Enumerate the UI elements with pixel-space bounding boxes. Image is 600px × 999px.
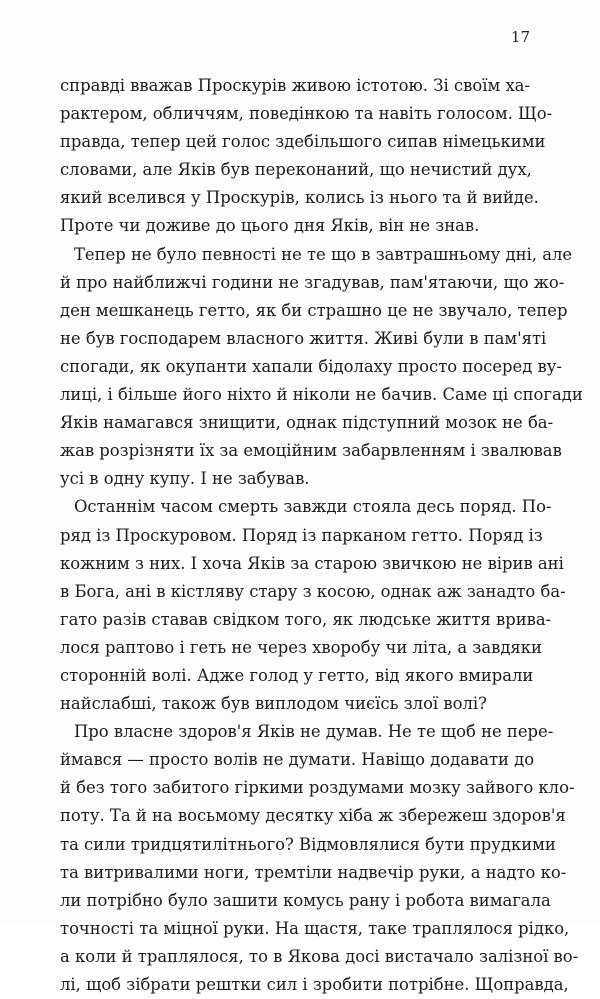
- text-line: ли потрібно було зашити комусь рану і робота вимагала: [60, 890, 551, 910]
- text-line: ряд із Проскуровом. Поряд із парканом гетто. Поряд із: [60, 525, 543, 545]
- text-line: й без того забитого гіркими роздумами мозку зайвого кло-: [60, 778, 575, 798]
- text-line: не був господарем власного життя. Живі були в пам'яті: [60, 328, 547, 348]
- page-number: 17: [510, 28, 530, 46]
- text-line: й про найближчі години не згадував, пам'ятаючи, що жо-: [60, 272, 565, 292]
- text-line: Останнім часом смерть завжди стояла десь поряд. По-: [74, 497, 552, 517]
- text-line: гато разів ставав свідком того, як людське життя врива-: [60, 609, 552, 629]
- text-line: сторонній волі. Адже голод у гетто, від якого вмирали: [60, 665, 534, 685]
- text-line: поту. Та й на восьмому десятку хіба ж збережеш здоров'я: [60, 806, 566, 826]
- text-line: Про власне здоров'я Яків не думав. Не те щоб не пере-: [74, 722, 554, 742]
- text-line: рактером, обличчям, поведінкою та навіть голосом. Що-: [60, 104, 553, 124]
- text-line: жав розрізняти їх за емоційним забарвленням і звалював: [60, 441, 562, 461]
- text-line: ймався — просто волів не думати. Навіщо додавати до: [60, 750, 535, 770]
- text-line: лі, щоб зібрати рештки сил і зробити потрібне. Щоправда,: [60, 975, 569, 994]
- paragraph: [60, 72, 553, 241]
- paragraph: [60, 718, 579, 999]
- paragraph: [60, 493, 566, 718]
- body-text: [60, 72, 583, 999]
- text-line: спогади, як окупанти хапали бідолаху просто посеред ву-: [60, 356, 562, 376]
- text-line: ден мешканець гетто, як би страшно це не звучало, тепер: [60, 300, 568, 320]
- paragraph: [60, 241, 583, 494]
- text-line: справді вважав Проскурів живою істотою. Зі своїм ха-: [60, 76, 530, 95]
- text-line: правда, тепер цей голос здебільшого сипав німецькими: [60, 132, 546, 152]
- text-line: та витривалими ноги, тремтіли надвечір руки, а надто ко-: [60, 862, 567, 882]
- text-line: найслабші, також був виплодом чиєїсь злої волі?: [60, 694, 487, 714]
- text-line: в Бога, ані в кістляву стару з косою, однак аж занадто ба-: [60, 581, 566, 601]
- text-line: Яків намагався знищити, однак підступний мозок не ба-: [60, 413, 554, 433]
- text-line: лиці, і більше його ніхто й ніколи не бачив. Саме ці спогади: [60, 385, 583, 405]
- text-line: лося раптово і геть не через хворобу чи літа, а завдяки: [60, 637, 542, 657]
- text-line: а коли й траплялося, то в Якова досі вистачало залізної во-: [60, 946, 579, 966]
- text-line: Тепер не було певності не те що в завтрашньому дні, але: [74, 244, 573, 264]
- text-line: точності та міцної руки. На щастя, таке траплялося рідко,: [60, 918, 570, 938]
- text-line: усі в одну купу. І не забував.: [60, 469, 310, 489]
- text-line: словами, але Яків був переконаний, що нечистий дух,: [60, 160, 532, 180]
- text-line: кожним з них. І хоча Яків за старою звичкою не вірив ані: [60, 553, 564, 573]
- text-line: та сили тридцятилітнього? Відмовлялися бути прудкими: [60, 834, 556, 854]
- text-line: який вселився у Проскурів, колись із нього та й вийде.: [60, 188, 539, 208]
- text-line: Проте чи доживе до цього дня Яків, він не знав.: [60, 216, 480, 236]
